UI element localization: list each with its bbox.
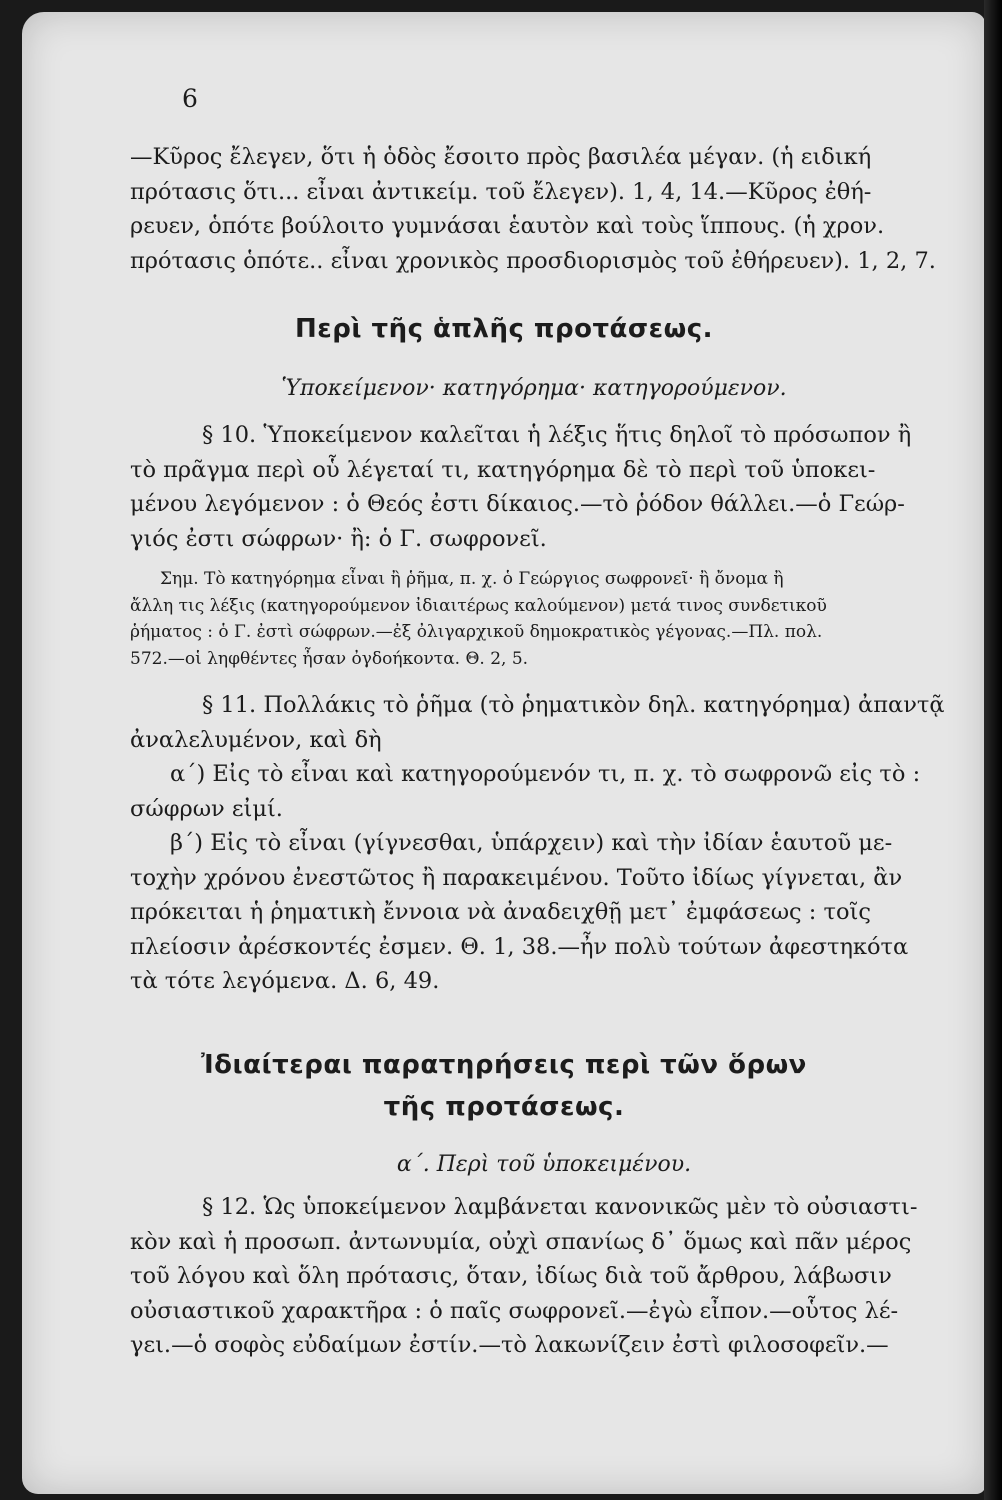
text-line: § 12. Ὡς ὑποκείμενον λαμβάνεται κανονικῶς μὲν τὸ οὐσιαστι-: [202, 1194, 918, 1220]
text-line: πρότασις ὅτι... εἶναι ἀντικείμ. τοῦ ἔλεγεν). 1, 4, 14.—Κῦρος ἐθή-: [130, 178, 872, 205]
subheading-about-subject: α΄. Περὶ τοῦ ὑποκειμένου.: [396, 1152, 692, 1177]
note-line: 572.—οἱ ληφθέντες ἦσαν ὀγδοήκοντα. Θ. 2, 5.: [130, 648, 529, 669]
heading-line: τῆς προτάσεως.: [383, 1092, 625, 1122]
text-line: § 10. Ὑποκείμενον καλεῖται ἡ λέξις ἥτις δηλοῖ τὸ πρόσωπον ἢ: [202, 422, 912, 448]
note-line: Σημ. Τὸ κατηγόρημα εἶναι ἢ ῥῆμα, π. χ. ὁ Γεώργιος σωφρονεῖ· ἢ ὄνομα ἢ: [160, 569, 784, 589]
text-line: πρότασις ὁπότε.. εἶναι χρονικὸς προσδιορισμὸς τοῦ ἐθήρευεν). 1, 2, 7.: [130, 247, 936, 274]
text-line: § 11. Πολλάκις τὸ ῥῆμα (τὸ ῥηματικὸν δηλ. κατηγόρημα) ἀπαντᾷ: [202, 692, 945, 718]
text-line: γιός ἐστι σώφρων· ἢ: ὁ Γ. σωφρονεῖ.: [130, 525, 547, 552]
section-heading-particular-remarks: [22, 1044, 986, 1128]
text-line: γει.—ὁ σοφὸς εὐδαίμων ἐστίν.—τὸ λακωνίζειν ἐστὶ φιλοσοφεῖν.—: [130, 1332, 889, 1358]
text-line: α΄) Εἰς τὸ εἶναι καὶ κατηγορούμενόν τι, π. χ. τὸ σωφρονῶ εἰς τὸ :: [170, 761, 921, 787]
text-line: ρευεν, ὁπότε βούλοιτο γυμνάσαι ἑαυτὸν καὶ τοὺς ἵππους. (ἡ χρον.: [130, 213, 885, 239]
text-line: ἀναλελυμένον, καὶ δὴ: [130, 726, 382, 753]
book-page: [22, 12, 986, 1494]
book-spine-edge: [984, 0, 1002, 1500]
text-line: πρόκειται ἡ ῥηματικὴ ἔννοια νὰ ἀναδειχθῇ μετ᾽ ἐμφάσεως : τοῖς: [130, 899, 871, 925]
text-line: τὰ τότε λεγόμενα. Δ. 6, 49.: [130, 968, 440, 994]
text-line: τοῦ λόγου καὶ ὅλη πρότασις, ὅταν, ἰδίως διὰ τοῦ ἄρθρου, λάβωσιν: [130, 1263, 892, 1289]
text-line: —Κῦρος ἔλεγεν, ὅτι ἡ ὁδὸς ἔσοιτο πρὸς βασιλέα μέγαν. (ἡ ειδική: [130, 144, 872, 170]
subheading-subject-predicate: Ὑποκείμενον· κατηγόρημα· κατηγορούμενον.: [281, 376, 787, 401]
note-line: ῥήματος : ὁ Γ. ἐστὶ σώφρων.—ἐξ ὀλιγαρχικοῦ δημοκρατικὸς γέγονας.—Πλ. πολ.: [130, 622, 823, 642]
text-line: τοχὴν χρόνου ἐνεστῶτος ἢ παρακειμένου. Τοῦτο ἰδίως γίγνεται, ἂν: [130, 864, 903, 891]
text-line: τὸ πρᾶγμα περὶ οὗ λέγεταί τι, κατηγόρημα δὲ τὸ περὶ τοῦ ὑποκει-: [130, 456, 876, 483]
text-line: β΄) Εἰς τὸ εἶναι (γίγνεσθαι, ὑπάρχειν) καὶ τὴν ἰδίαν ἑαυτοῦ με-: [170, 830, 893, 856]
text-line: κὸν καὶ ἡ προσωπ. ἀντωνυμία, οὐχὶ σπανίως δ᾽ ὅμως καὶ πᾶν μέρος: [130, 1228, 912, 1255]
heading-line: Ἰδιαίτεραι παρατηρήσεις περὶ τῶν ὅρων: [201, 1050, 807, 1080]
section-11-paragraph: [130, 688, 945, 999]
intro-paragraph: [130, 140, 936, 278]
section-heading-simple-sentence: Περὶ τῆς ἁπλῆς προτάσεως.: [294, 314, 714, 344]
text-line: σώφρων εἰμί.: [130, 795, 283, 822]
page-number: 6: [182, 84, 198, 113]
section-12-paragraph: [130, 1190, 930, 1363]
text-line: οὐσιαστικοῦ χαρακτῆρα : ὁ παῖς σωφρονεῖ.—ἐγὼ εἶπον.—οὗτος λέ-: [130, 1297, 899, 1324]
section-10-note: [130, 566, 930, 672]
text-line: μένου λεγόμενον : ὁ Θεός ἐστι δίκαιος.—τὸ ῥόδον θάλλει.—ὁ Γεώρ-: [130, 491, 905, 517]
section-10-paragraph: [130, 418, 930, 556]
text-line: πλείοσιν ἀρέσκοντές ἐσμεν. Θ. 1, 38.—ἦν πολὺ τούτων ἀφεστηκότα: [130, 933, 909, 960]
note-line: ἄλλη τις λέξις (κατηγορούμενον ἰδιαιτέρως καλούμενον) μετά τινος συνδετικοῦ: [130, 595, 827, 616]
